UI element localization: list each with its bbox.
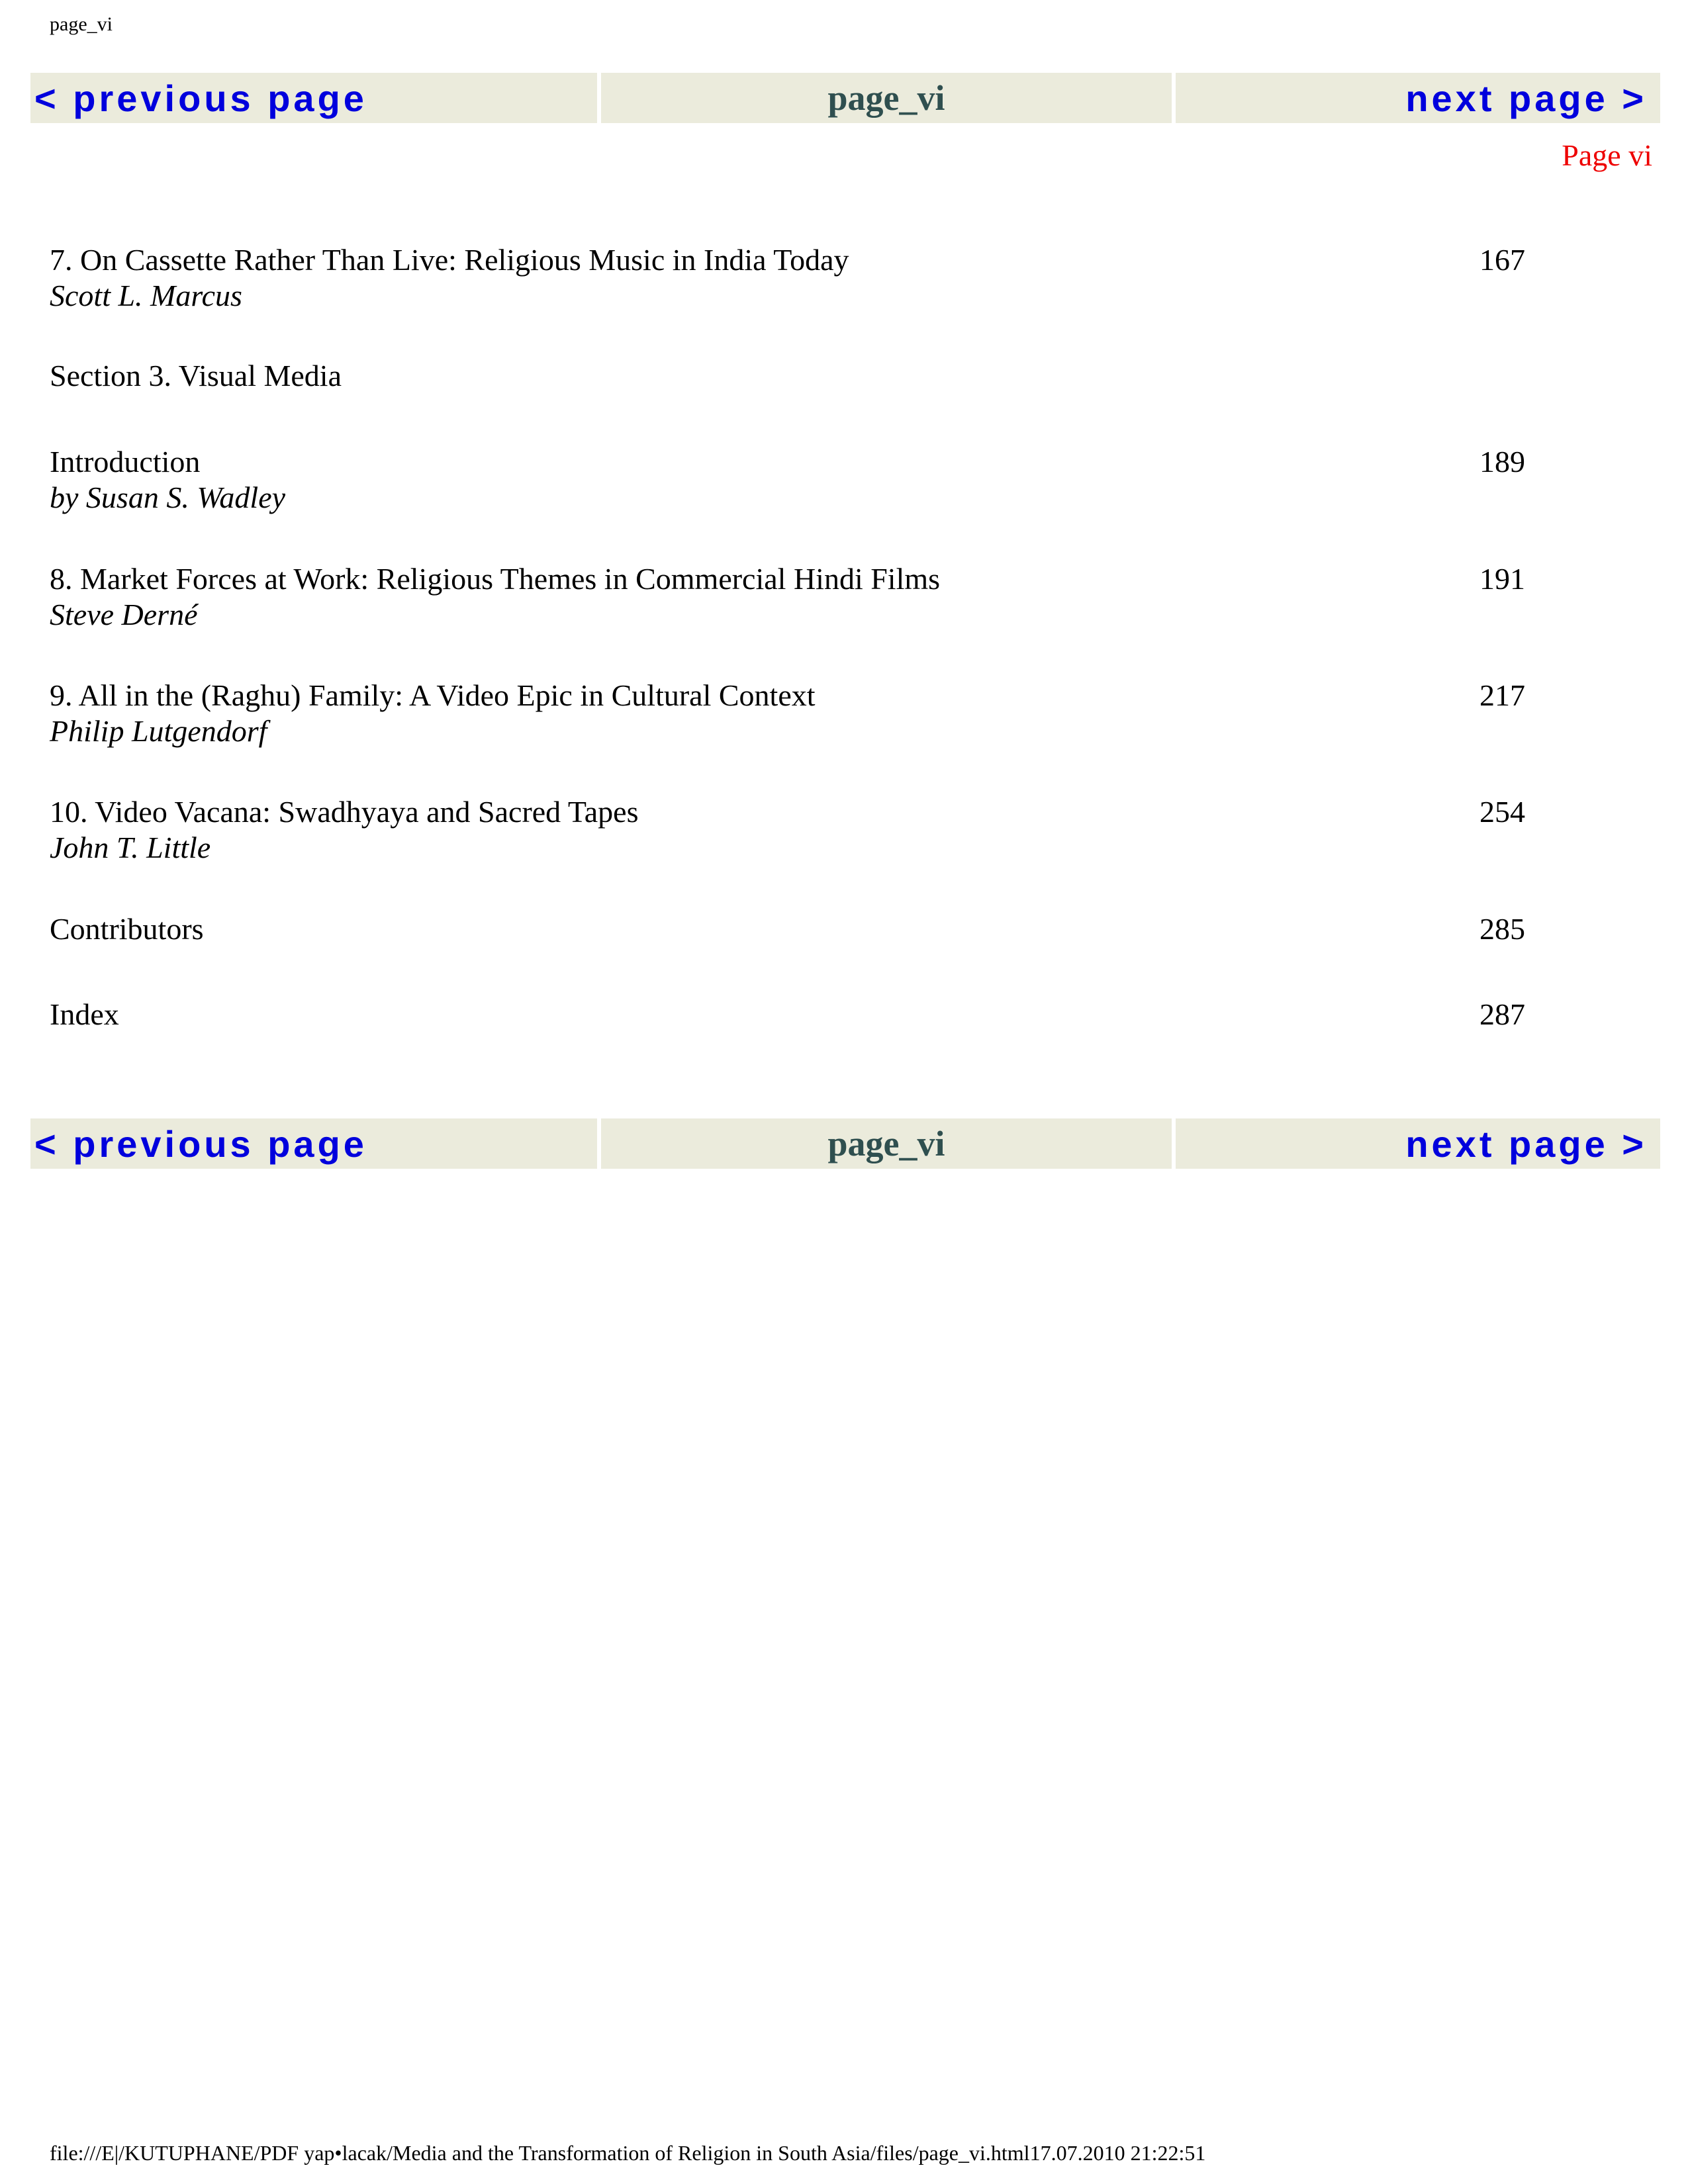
toc-entry-page-number: 285 — [1479, 912, 1525, 946]
next-page-cell — [1176, 73, 1660, 123]
next-page-link[interactable]: next page > — [1405, 77, 1647, 119]
toc-entry-page-number: 167 — [1479, 243, 1525, 277]
toc-entry-author: by Susan S. Wadley — [50, 480, 286, 514]
previous-page-cell — [30, 1118, 597, 1169]
toc-entry — [50, 794, 1546, 866]
print-footer-url: file:///E|/KUTUPHANE/PDF yap•lacak/Media and the Transformation of Religion in South Asia/files/page_vi.html17.07.2010 21:22:51 — [50, 2141, 1206, 2165]
previous-page-cell — [30, 73, 597, 123]
toc-entry-page-number: 217 — [1479, 678, 1525, 712]
toc-entry-title: 8. Market Forces at Work: Religious Themes in Commercial Hindi Films — [50, 562, 941, 596]
toc-entry-author: Steve Derné — [50, 598, 198, 631]
previous-page-link[interactable]: < previous page — [34, 1122, 367, 1165]
toc-entry — [50, 561, 1546, 633]
toc-entry-page-number: 254 — [1479, 795, 1525, 829]
page-title-cell — [601, 73, 1172, 123]
page-title: page_vi — [827, 78, 945, 118]
next-page-link[interactable]: next page > — [1405, 1122, 1647, 1165]
toc-entry-title: 9. All in the (Raghu) Family: A Video Epic in Cultural Context — [50, 678, 816, 712]
print-header: page_vi — [50, 13, 113, 35]
toc-entry-title: 7. On Cassette Rather Than Live: Religious Music in India Today — [50, 243, 849, 277]
toc-entry-title: Index — [50, 997, 119, 1031]
page-title-cell — [601, 1118, 1172, 1169]
toc-entry-page-number: 189 — [1479, 445, 1525, 478]
toc-entry — [50, 242, 1546, 314]
toc-entry-title: 10. Video Vacana: Swadhyaya and Sacred Tapes — [50, 795, 639, 829]
toc-section-heading — [50, 358, 1546, 394]
toc-entry — [50, 997, 1546, 1032]
next-page-cell — [1176, 1118, 1660, 1169]
bottom-navigation-bar — [30, 1118, 1660, 1169]
toc-entry-author: Philip Lutgendorf — [50, 714, 267, 748]
top-navigation-bar — [30, 73, 1660, 123]
toc-section-title: Section 3. Visual Media — [50, 359, 342, 392]
previous-page-link[interactable]: < previous page — [34, 77, 367, 119]
toc-entry-page-number: 191 — [1479, 562, 1525, 596]
page-number-label: Page vi — [1562, 138, 1652, 172]
page-title: page_vi — [827, 1124, 945, 1163]
toc-entry-title: Contributors — [50, 912, 204, 946]
toc-entry — [50, 678, 1546, 749]
toc-entry-author: John T. Little — [50, 831, 211, 864]
toc-entry-title: Introduction — [50, 445, 201, 478]
toc-entry-author: Scott L. Marcus — [50, 279, 242, 312]
toc-entry-page-number: 287 — [1479, 997, 1525, 1031]
toc-entry — [50, 911, 1546, 947]
toc-entry — [50, 444, 1546, 516]
